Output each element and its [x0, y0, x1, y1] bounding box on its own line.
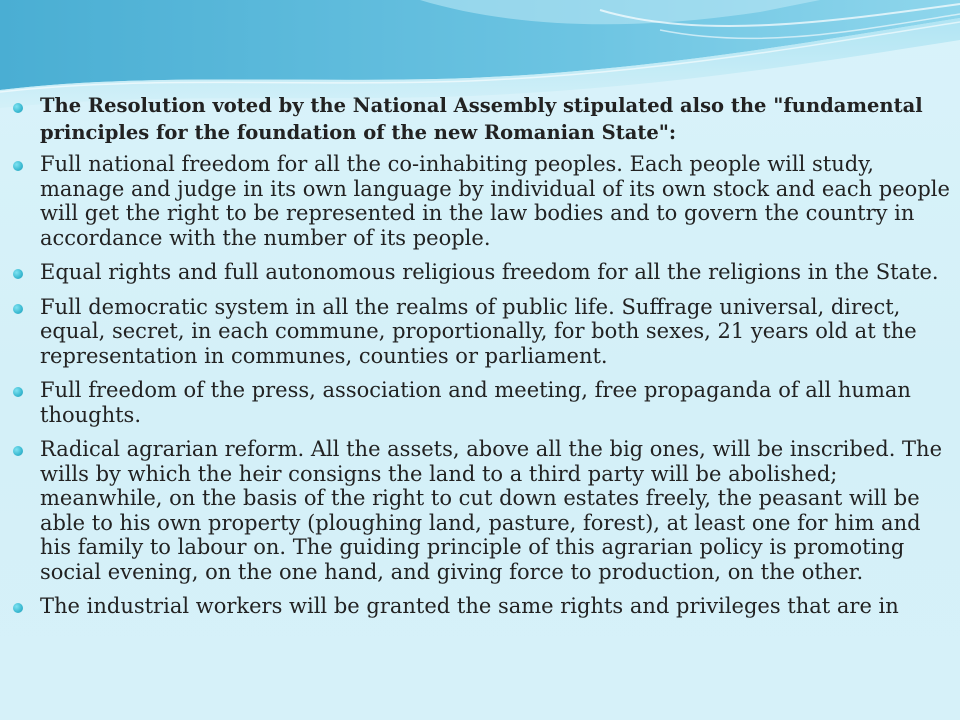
bullet-item-agrarian-reform [0, 437, 960, 584]
bullet-list [0, 92, 960, 619]
bullet-item-religious-freedom [0, 260, 960, 285]
bullet-text: Full democratic system in all the realms of public life. Suffrage universal, direct, equal, secret, in each commune, proportionally, for both sexes, 21 years old at the representation in communes, counties or parliament. [40, 294, 917, 368]
bullet-item-intro [0, 92, 960, 146]
bullet-text: Radical agrarian reform. All the assets, above all the big ones, will be inscribed. The wills by which the heir consigns the land to a third party will be abolished; meanwhile, on the basis of the right to cut down estates freely, the peasant will be able to his own property (ploughing land, pasture, forest), at least one for him and his family to labour on. The guiding principle of this agrarian policy is promoting social evening, on the one hand, and giving force to production, on the other. [40, 437, 943, 584]
bullet-dot-icon [13, 387, 23, 397]
bullet-dot-icon [13, 161, 23, 171]
bullet-text: Full freedom of the press, association and meeting, free propaganda of all human thoughts. [40, 378, 911, 427]
bullet-dot-icon [13, 269, 23, 279]
bullet-text: Equal rights and full autonomous religious freedom for all the religions in the State. [40, 260, 939, 284]
bullet-item-national-freedom [0, 152, 960, 250]
bullet-dot-icon [13, 304, 23, 314]
bullet-dot-icon [13, 603, 23, 613]
bullet-item-press-freedom [0, 378, 960, 427]
bullet-dot-icon [13, 103, 23, 113]
bullet-text: Full national freedom for all the co-inhabiting peoples. Each people will study, manage and judge in its own language by individual of its own stock and each people will get the right to be represented in the law bodies and to govern the country in accordance with the number of its people. [40, 152, 950, 250]
bullet-text: The industrial workers will be granted the same rights and privileges that are in [40, 594, 899, 618]
bullet-text: The Resolution voted by the National Assembly stipulated also the "fundamental principles for the foundation of the new Romanian State": [40, 94, 923, 144]
slide-content [0, 92, 960, 720]
bullet-dot-icon [13, 446, 23, 456]
bullet-item-democratic-system [0, 295, 960, 369]
bullet-item-industrial-workers [0, 594, 960, 619]
